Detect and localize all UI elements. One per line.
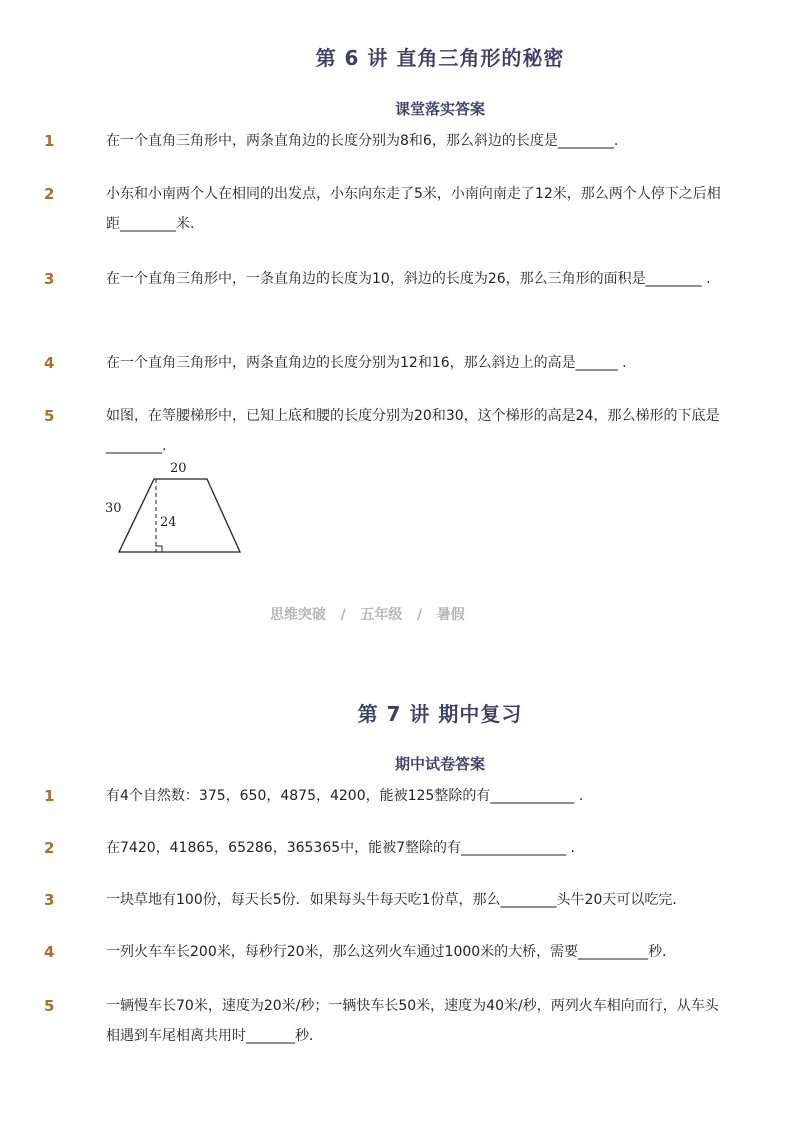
page-footer [270,604,465,624]
question-text: 在一个直角三角形中，一条直角边的长度为10，斜边的长度为26，那么三角形的面积是________ . [106,271,711,287]
page-title-lecture-6: 第 6 讲 直角三角形的秘密 [315,46,565,70]
question-number: 2 [44,185,55,203]
question-text: 一列火车车长200米，每秒行20米，那么这列火车通过1000米的大桥，需要__________秒． [106,944,677,960]
question-number: 4 [44,943,55,961]
section-subtitle-classwork-answers: 课堂落实答案 [394,100,485,118]
footer-separator: / [417,607,423,623]
section-subtitle-midterm-answers: 期中试卷答案 [394,755,485,773]
question-text: 有4个自然数：375，650，4875，4200，能被125整除的有____________ . [106,788,584,804]
footer-term: 暑假 [436,607,465,623]
footer-separator: / [340,607,346,623]
question-number: 5 [44,997,55,1015]
trapezoid-figure [100,455,260,560]
right-angle-marker [156,546,162,552]
question-text: 小东和小南两个人在相同的出发点，小东向东走了5米，小南向南走了12米，那么两个人停下之后相距________米. [106,186,721,232]
question-number: 1 [44,132,55,150]
question-number: 5 [44,407,55,425]
footer-series: 思维突破 [270,607,326,623]
question-text: 在一个直角三角形中，两条直角边的长度分别为12和16，那么斜边上的高是______ . [106,355,627,371]
footer-grade: 五年级 [360,607,403,623]
question-text: 一块草地有100份，每天长5份．如果每头牛每天吃1份草，那么________头牛20天可以吃完． [106,892,687,908]
question-text: 在一个直角三角形中，两条直角边的长度分别为8和6，那么斜边的长度是________. [106,133,619,149]
question-text: 一辆慢车长70米，速度为20米/秒；一辆快车长50米，速度为40米/秒，两列火车相向而行，从车头相遇到车尾相离共用时_______秒． [106,998,719,1044]
question-text: 如图，在等腰梯形中，已知上底和腰的长度分别为20和30，这个梯形的高是24，那么梯形的下底是________. [106,408,720,454]
leg-label: 30 [105,501,122,516]
question-number: 3 [44,891,55,909]
question-number: 1 [44,787,55,805]
question-number: 3 [44,270,55,288]
page-title-lecture-7: 第 7 讲 期中复习 [357,702,523,726]
question-number: 2 [44,839,55,857]
question-number: 4 [44,354,55,372]
height-label: 24 [160,515,177,530]
top-base-label: 20 [170,461,187,476]
trapezoid-shape [119,479,240,552]
question-text: 在7420，41865，65286，365365中，能被7整除的有_______________ . [106,840,575,856]
